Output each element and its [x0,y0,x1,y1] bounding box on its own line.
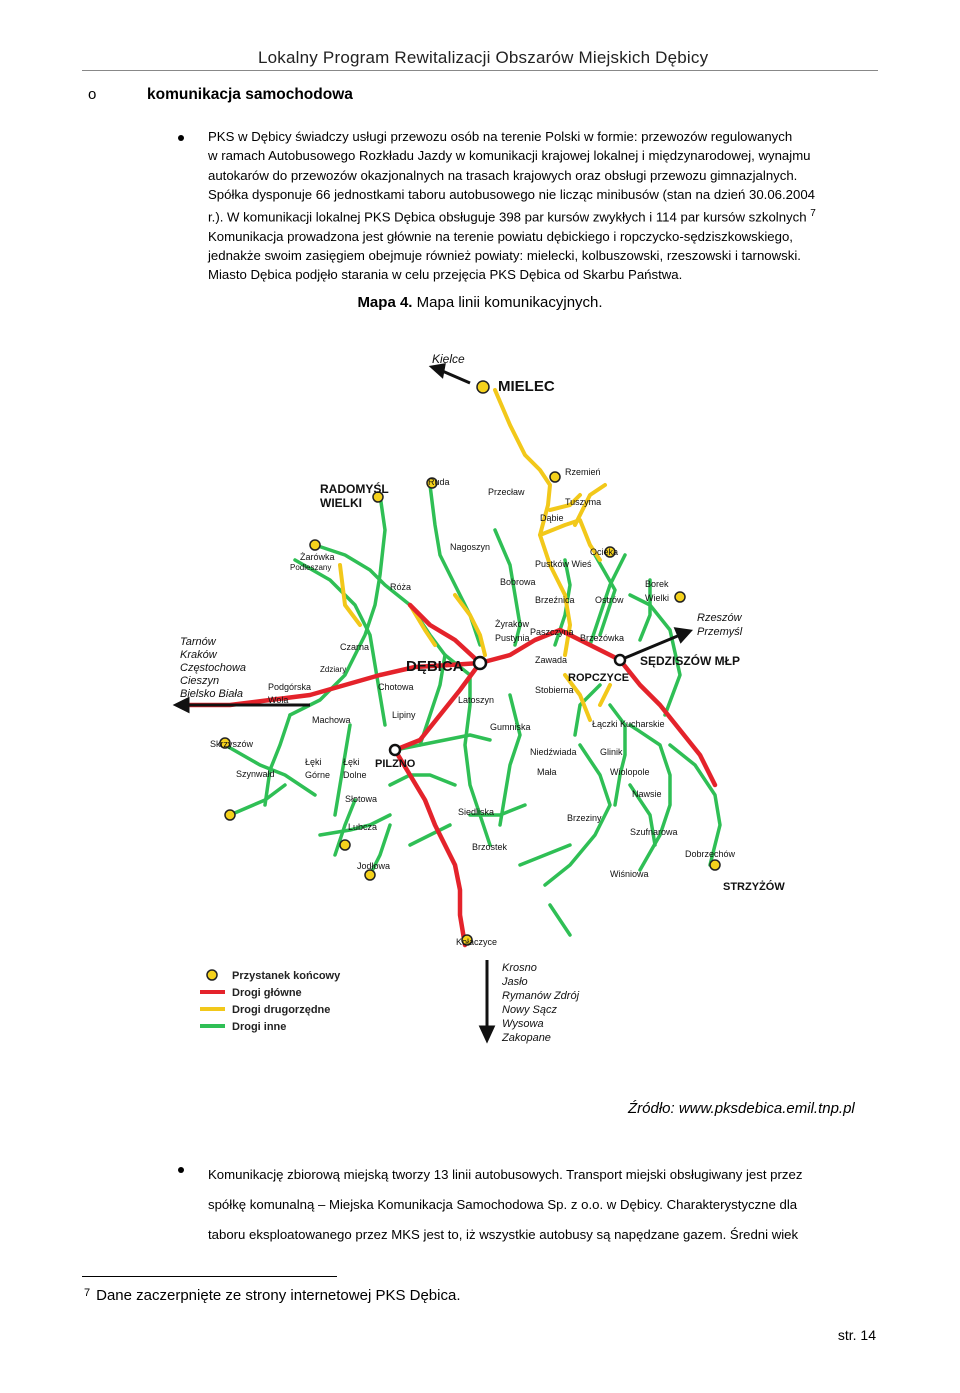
svg-text:WIELKI: WIELKI [320,496,362,510]
svg-text:RADOMYŚL: RADOMYŚL [320,482,389,496]
legend-stop: Przystanek końcowy [232,970,341,982]
svg-text:Skrzyszów: Skrzyszów [210,739,254,749]
svg-text:Glinik: Glinik [600,747,623,757]
footnote-ref: 7 [810,208,816,220]
svg-text:Dąbie: Dąbie [540,513,564,523]
map-labels [180,352,785,1044]
svg-text:Rzemień: Rzemień [565,467,601,477]
svg-text:Brzezówka: Brzezówka [580,633,625,643]
legend-main: Drogi główne [232,987,302,999]
svg-text:Siedliska: Siedliska [458,807,495,817]
text-line: w ramach Autobusowego Rozkładu Jazdy w komunikacji krajowej lokalnej i międzynarodowej, wynajmu [208,148,811,164]
svg-text:Pustynia: Pustynia [495,633,530,643]
text-line: Miasto Dębica podjęło starania w celu przejęcia PKS Dębica od Skarbu Państwa. [208,267,683,283]
svg-text:Jasło: Jasło [502,976,528,988]
svg-text:Szufnarowa: Szufnarowa [630,827,678,837]
bullet-dot [178,135,184,141]
svg-text:Zdziary: Zdziary [320,665,347,674]
svg-text:Wiolopole: Wiolopole [610,767,650,777]
svg-text:Cieszyn: Cieszyn [180,675,220,687]
svg-text:Pustków Wieś: Pustków Wieś [535,559,592,569]
svg-text:Zawada: Zawada [535,655,568,665]
footnote-text: Dane zaczerpnięte ze strony internetowej PKS Dębica. [96,1287,461,1304]
source-note: Źródło: www.pksdebica.emil.tnp.pl [628,1100,855,1117]
text-line: Komunikację zbiorową miejską tworzy 13 linii autobusowych. Transport miejski obsługiwany jest przez [208,1167,803,1182]
svg-text:PILZNO: PILZNO [375,758,416,770]
section-title: komunikacja samochodowa [147,86,353,103]
text-span: r.). W komunikacji lokalnej PKS Dębica obsługuje 398 par kursów zwykłych i 114 par kursów szkolnych [208,209,807,225]
text-line: taboru eksploatowanego przez MKS jest to, iż wszystkie autobusy są napędzane gazem. Średni wiek [208,1227,799,1242]
section-bullet: o [88,86,97,103]
svg-text:Czarna: Czarna [340,642,370,652]
footnote-rule [82,1276,337,1277]
svg-text:Łęki: Łęki [343,757,360,767]
svg-text:Dobrzechów: Dobrzechów [685,849,736,859]
page-number: str. 14 [837,1327,876,1343]
svg-text:Ostrów: Ostrów [595,595,624,605]
svg-text:Przemyśl: Przemyśl [697,626,743,638]
svg-text:DĘBICA: DĘBICA [406,658,464,675]
caption-text: Mapa linii komunikacyjnych. [416,294,603,311]
svg-text:Chotowa: Chotowa [378,682,414,692]
svg-text:Nagoszyn: Nagoszyn [450,542,491,552]
svg-text:Podleszany: Podleszany [290,563,332,572]
svg-text:Tarnów: Tarnów [180,636,216,648]
svg-text:Paszczyna: Paszczyna [530,627,574,637]
svg-text:Lipiny: Lipiny [392,710,416,720]
svg-text:Kraków: Kraków [180,649,217,661]
svg-text:Lubcza: Lubcza [348,822,378,832]
svg-text:Nawsie: Nawsie [632,789,662,799]
svg-text:Kołaczyce: Kołaczyce [456,937,498,947]
svg-text:Ruda: Ruda [428,477,450,487]
svg-text:Wola: Wola [268,695,289,705]
svg-text:SĘDZISZÓW MŁP: SĘDZISZÓW MŁP [640,654,740,668]
svg-text:Bobrowa: Bobrowa [500,577,536,587]
svg-text:Nowy Sącz: Nowy Sącz [502,1004,558,1016]
svg-text:Szynwałd: Szynwałd [236,769,275,779]
svg-text:Jodłowa: Jodłowa [357,861,391,871]
svg-text:Machowa: Machowa [312,715,351,725]
svg-text:Mała: Mała [537,767,557,777]
svg-text:Latoszyn: Latoszyn [458,695,495,705]
map-caption [0,294,960,311]
paragraph-2 [208,1160,876,1250]
svg-text:MIELEC: MIELEC [498,378,555,395]
text-line: autokarów do przewozów okazjonalnych na trasach krajowych oraz obsługi przewozu gimnazjalnych. [208,167,798,183]
text-line: Spółka dysponuje 66 jednostkami taboru autobusowego nie licząc minibusów (stan na dzień 30.06.2004 [208,186,816,202]
svg-text:Przecław: Przecław [488,487,525,497]
text-line: spółkę komunalną – Miejska Komunikacja Samochodowa Sp. z o.o. w Dębicy. Charakterystyczne dla [208,1197,798,1212]
svg-text:Róża: Róża [390,582,412,592]
svg-text:Wiśniowa: Wiśniowa [610,869,649,879]
label-kielce: Kielce [432,352,465,366]
svg-text:Borek: Borek [645,579,669,589]
legend-secondary: Drogi drugorzędne [232,1004,331,1016]
text-line: jednakże swoim zasięgiem obejmuje również powiaty: mielecki, kolbuszowski, rzeszowski i tarnowski. [208,248,801,264]
svg-text:ROPCZYCE: ROPCZYCE [568,672,630,684]
svg-text:Zakopane: Zakopane [502,1032,551,1044]
svg-text:Gumniska: Gumniska [490,722,531,732]
map-legend [200,970,341,1033]
header-rule [82,70,878,71]
svg-text:STRZYŻÓW: STRZYŻÓW [723,881,785,893]
legend-other: Drogi inne [232,1021,287,1033]
svg-text:Wysowa: Wysowa [502,1018,544,1030]
text-line: PKS w Dębicy świadczy usługi przewozu osób na terenie Polski w formie: przewozów regulowanych [208,129,793,144]
svg-text:Górne: Górne [305,770,331,780]
bullet-dot [178,1167,184,1173]
svg-text:Wielki: Wielki [645,593,669,603]
svg-text:Tuszyma: Tuszyma [565,497,602,507]
svg-text:Rzeszów: Rzeszów [697,612,742,624]
svg-text:Żarówka: Żarówka [300,552,335,562]
svg-text:Niedźwiada: Niedźwiada [530,747,577,757]
svg-text:Bielsko Biała: Bielsko Biała [180,688,243,700]
svg-text:Żyraków: Żyraków [495,619,530,629]
svg-text:Stobierna: Stobierna [535,685,574,695]
footnote [84,1287,460,1304]
text-line [208,204,876,227]
svg-text:Słotowa: Słotowa [345,794,378,804]
svg-text:Brzostek: Brzostek [472,842,508,852]
svg-text:Łęki: Łęki [305,757,322,767]
svg-text:Krosno: Krosno [502,962,537,974]
svg-text:Brzeźnica: Brzeźnica [535,595,575,605]
svg-text:Brzeziny: Brzeziny [567,813,602,823]
svg-text:Łączki Kucharskie: Łączki Kucharskie [592,719,665,729]
svg-text:Ocieka: Ocieka [590,547,619,557]
page-header: Lokalny Program Rewitalizacji Obszarów Miejskich Dębicy [258,48,709,67]
svg-text:Dolne: Dolne [343,770,367,780]
paragraph-1 [208,127,876,285]
footnote-number: 7 [84,1287,91,1299]
transport-map [170,345,900,1045]
caption-label: Mapa 4. [357,294,413,311]
svg-text:Częstochowa: Częstochowa [180,662,247,674]
svg-text:Rymanów Zdrój: Rymanów Zdrój [502,990,580,1002]
text-line: Komunikacja prowadzona jest głównie na terenie powiatu dębickiego i ropczycko-sędziszkowskiego, [208,228,793,244]
svg-text:Podgórska: Podgórska [268,682,312,692]
